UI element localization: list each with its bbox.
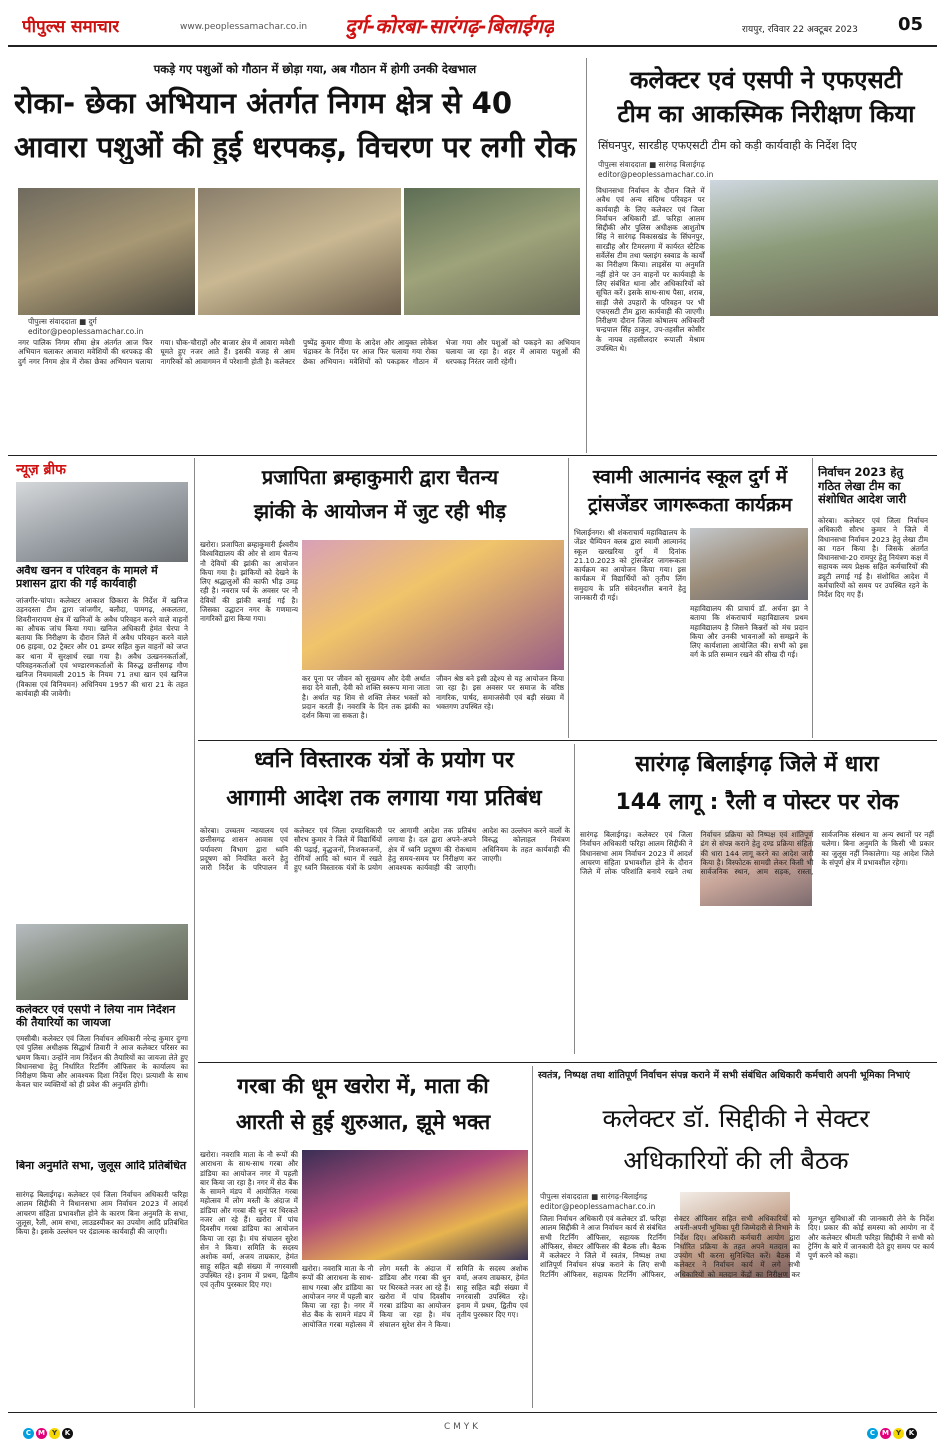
election-team-headline: निर्वाचन 2023 हेतु गठित लेखा टीम का संशोधित आदेश जारी xyxy=(818,466,907,507)
garba-headline-2: आरती से हुई शुरुआत, झूमे भक्त xyxy=(235,1110,491,1134)
sp-subhead: सिंघनपुर, सारडीह एफएसटी टीम को कड़ी कार्यवाही के निर्देश दिए xyxy=(598,139,857,152)
cattle-body: नगर पालिक निगम सीमा क्षेत्र अंतर्गत आज फिर अभियान चलाकर आवारा मवेशियों की धरपकड़ की दुर्ग नगर निगम क्षेत्र में रोका छेका अभियान चलाया गया। चौक-चौराहों और बाजार क्षेत्र में आवारा मवेशी घूमते हुए नजर आते हैं। इसकी वजह से आम नागरिकों को आवागमन में परेशानी होती है। कलेक्टर पुष्पेंद्र कुमार मीणा के आदेश और आयुक्त लोकेश चंद्राकर के निर्देश पर आज फिर चलाया गया रोका छेका अभियान। मवेशियों को पकड़कर गौठान में भेजा गया और पशुओं को पकड़ने का अभियान चलाया जा रहा है। शहर में आवारा पशुओं की धरपकड़ निरंतर जारी रहेगी। xyxy=(18,338,580,366)
sector-headline-1: कलेक्टर डॉ. सिद्दीकी ने सेक्टर xyxy=(602,1104,870,1133)
sector-headline-2: अधिकारियों की ली बैठक xyxy=(623,1146,849,1175)
sector-body: जिला निर्वाचन अधिकारी एवं कलेक्टर डॉ. फरिहा आलम सिद्दीकी ने आज निर्वाचन कार्य से संबंधित सभी रिटर्निंग ऑफिसर, सहायक रिटर्निंग ऑफिसर, सेक्टर ऑफिसर की बैठक ली। बैठक में कलेक्टर ने जिले में स्वतंत्र, निष्पक्ष तथा शांतिपूर्ण निर्वाचन संपन्न कराने के लिए सभी रिटर्निंग ऑफिसर, सहायक रिटर्निंग ऑफिसर, सेक्टर ऑफिसर सहित सभी अधिकारियों को अपनी-अपनी भूमिका पूरी जिम्मेदारी से निभाने के निर्देश दिए। अधिकारी कर्मचारी आयोग द्वारा निर्धारित प्रक्रिया के तहत अपने मतदान का उपयोग भी करना सुनिश्चित करें। बैठक में कलेक्टर ने निर्वाचन कार्य में लगे सभी अधिकारियों को मतदान केंद्रों का निरीक्षण कर मूलभूत सुविधाओं की जानकारी लेने के निर्देश दिए। प्रकार की कोई समस्या को आयोग ना दें और कलेक्टर श्रीमती फरिहा सिद्दीकी ने सभी को ट्रेनिंग के बारे में जानकारी देते हुए समय पर कार्य पूर्ण करने को कहा। xyxy=(540,1214,934,1279)
sp-byline: पीपुल्स संवाददाता ■ सारंगढ़ बिलाईगढ़ xyxy=(598,160,705,169)
transgender-body-2: महाविद्यालय की प्राचार्य डॉ. अर्चना झा ने बताया कि शंकराचार्य महाविद्यालय प्रथम महाविद्यालय है जिसने किन्नरों को मंच प्रदान किया और उनकी भावनाओं को समझने के लिए कार्यशाला आयोजित की। सभी को इस वर्ग के प्रति सम्मान रखने की सीख दी गई। xyxy=(690,604,808,660)
registration-marks-left xyxy=(22,1420,74,1439)
transgender-photo xyxy=(690,528,808,600)
brahma-body-3: जीवन श्रेष्ठ बने इसी उद्देश्य से यह आयोजन किया जा रहा है। इस अवसर पर समाज के वरिष्ठ नागरिक, पार्षद, समाजसेवी एवं बड़ी संख्या में भक्तगण उपस्थित रहे। xyxy=(436,674,564,711)
brief-1-headline: अवैध खनन व परिवहन के मामले में प्रशासन द्वारा की गई कार्यवाही xyxy=(16,565,158,590)
officials-photo xyxy=(16,924,188,1000)
magenta-mark: M xyxy=(36,1428,47,1439)
page-number: 05 xyxy=(898,14,924,35)
black-mark-right: K xyxy=(906,1428,917,1439)
cattle-email[interactable]: editor@peoplessamachar.co.in xyxy=(28,327,144,336)
brahma-body-2: कर पूना पर जीवन को सुखमय और देवी अर्थात सदा देने वाली, देवी को शक्ति स्वरूप माना जाता है। अर्थात यह शिव से शक्ति लेकर भक्तों को प्रदान करती हैं। नवरात्रि के दिन तक झांकी का दर्शन किया जा सकता है। xyxy=(302,674,430,721)
cattle-headline-2: आवारा पशुओं की हुई धरपकड़, विचरण पर लगी रोक xyxy=(14,130,576,164)
brief-2-headline: कलेक्टर एवं एसपी ने लिया नाम निर्देशन की तैयारियों का जायजा xyxy=(16,1004,176,1029)
loudspeaker-headline-2: आगामी आदेश तक लगाया गया प्रतिबंध xyxy=(226,786,542,811)
brief-2-body: एमसीबी। कलेक्टर एवं जिला निर्वाचन अधिकारी नरेन्द्र कुमार दुग्गा एवं पुलिस अधीक्षक सिद्धार्थ तिवारी ने आज कलेक्टर परिसर का भ्रमण किया। उन्होंने नाम निर्देशन की तैयारियों का जायजा लेते हुए विधानसभा हेतु निर्धारित रिटर्निंग ऑफिसर के कार्यालय का निरीक्षण किया और आवश्यक दिशा निर्देश दिए। प्रत्याशी के साथ केवल चार व्यक्तियों को ही प्रवेश की अनुमति होगी। xyxy=(16,1034,188,1090)
col-divider-mid xyxy=(568,458,569,738)
cattle-photo-2 xyxy=(198,188,401,315)
region-title: दुर्ग-कोरबा-सारंगढ़-बिलाईगढ़ xyxy=(345,14,555,38)
news-brief-label: न्यूज़ ब्रीफ xyxy=(16,462,66,478)
paper-name: पीपुल्स समाचार xyxy=(22,17,120,37)
masthead xyxy=(0,0,945,46)
sp-email[interactable]: editor@peoplessamachar.co.in xyxy=(598,170,714,179)
sector-byline: पीपुल्स संवाददाता ■ सारंगढ़-बिलाईगढ़ xyxy=(540,1192,648,1201)
cyan-mark: C xyxy=(23,1428,34,1439)
transgender-headline-1: स्वामी आत्मानंद स्कूल दुर्ग में xyxy=(592,466,788,488)
brief-1-body: जांजगीर-चांपा। कलेक्टर आकाश छिकारा के निर्देश में खनिज उड़नदस्ता टीम द्वारा जांजगीर, बलौदा, पामगढ़, अकलतरा, शिवरीनारायण क्षेत्र में खनिजों के अवैध परिवहन करने वाले वाहनों का औचक जांच किया गया। खनिज अधिकारी हेमंत चेरपा ने बताया कि निरीक्षण के दौरान जिले में अवैध परिवहन करने वाले 06 हाइवा, 02 ट्रैक्टर और 01 डम्पर सहित कुल वाहनों को जप्त कर थाना में सुरक्षार्थ रखा गया है। अवैध उत्खननकर्ताओं, परिवहनकर्ताओं एवं भण्डारणकर्ताओं के विरुद्ध छत्तीसगढ़ गौण खनिज नियमावली 2015 के नियम 71 तथा खान एवं खनिज (विकास एवं विनियमन) अधिनियम 1957 की धारा 21 के तहत कार्यवाही की जावेगी। xyxy=(16,596,188,698)
section-rule-2 xyxy=(198,740,937,741)
election-team-body: कोरबा। कलेक्टर एवं जिला निर्वाचन अधिकारी सौरभ कुमार ने जिले में विधानसभा निर्वाचन 2023 हेतु लेखा टीम का गठन किया है। जिसके अंतर्गत विधानसभा-20 रामपुर हेतु नियंत्रण कक्ष में सहायक व्यय प्रेक्षक सहित कर्मचारियों की ड्यूटी लगाई गई है। संशोधित आदेश में कर्मचारियों को समय पर उपस्थित रहने के निर्देश दिए गए हैं। xyxy=(818,516,928,600)
garba-body: खरोरा। नवरात्रि माता के नौ रूपों की आराधना के साथ-साथ गरबा और डांडिया का आयोजन नगर में पहली बार किया जा रहा है। नगर में सेठ बैंक के सामने मंडप में आयोजित गरबा महोत्सव में लोग मस्ती के अंदाज में डांडिया और गरबा की धुन पर थिरकते नजर आ रहे हैं। खरोरा में पांच दिवसीय गरबा डांडिया का आयोजन किया जा रहा है। मंच संचालन सुरेश सेन ने किया। समिति के सदस्य अशोक वर्मा, अजय ताम्रकार, हेमंत साहू सहित बड़ी संख्या में नगरवासी उपस्थित रहे। इनाम में प्रथम, द्वितीय एवं तृतीय पुरस्कार दिए गए। xyxy=(200,1150,298,1290)
cattle-byline: पीपुल्स संवाददाता ■ दुर्ग xyxy=(28,317,97,326)
brief-3-body: सारंगढ़ बिलाईगढ़। कलेक्टर एवं जिला निर्वाचन अधिकारी फरिहा आलम सिद्दीकी ने विधानसभा आम निर्वाचन 2023 में आदर्श आचरण संहिता प्रभावशील होने के कारण बिना अनुमति के सभा, जुलूस, रैली, आम सभा, लाउडस्पीकर का उपयोग आदि प्रतिबंधित किया है। इसके उल्लंघन पर दंडात्मक कार्यवाही की जाएगी। xyxy=(16,1190,188,1237)
brahma-headline-2: झांकी के आयोजन में जुट रही भीड़ xyxy=(254,500,506,523)
yellow-mark-right: Y xyxy=(893,1428,904,1439)
registration-label: C M Y K xyxy=(444,1422,479,1432)
registration-marks-right xyxy=(866,1420,918,1439)
transgender-headline-2: ट्रांसजेंडर जागरूकता कार्यक्रम xyxy=(588,494,792,516)
loudspeaker-body: कोरबा। उच्चतम न्यायालय एवं छत्तीसगढ़ शासन आवास एवं पर्यावरण विभाग द्वारा ध्वनि प्रदूषण को नियंत्रित करने हेतु जारी निर्देश के परिपालन में कलेक्टर एवं जिला दण्डाधिकारी सौरभ कुमार ने जिले में विद्यार्थियों की पढ़ाई, वृद्धजनों, निःशक्तजनों, रोगियों आदि को ध्यान में रखते हुए ध्वनि विस्तारक यंत्रों के प्रयोग पर आगामी आदेश तक प्रतिबंध लगाया है। दल द्वारा अपने-अपने क्षेत्र में ध्वनि प्रदूषण की रोकथाम हेतु समय-समय पर निरीक्षण कर आवश्यक कार्यवाही की जाएगी। आदेश का उल्लंघन करने वालों के विरुद्ध कोलाहल नियंत्रण अधिनियम के तहत कार्यवाही की जाएगी। xyxy=(200,826,570,873)
transgender-body-1: भिलाईनगर। श्री शंकराचार्य महाविद्यालय के जेंडर चैम्पियन क्लब द्वारा स्वामी आत्मानंद स्कूल खरखरिया दुर्ग में दिनांक 21.10.2023 को ट्रांसजेंडर जागरूकता कार्यक्रम का आयोजन किया गया। इस कार्यक्रम में विद्यार्थियों को तृतीय लिंग समुदाय के प्रति संवेदनशील बनाने हेतु जानकारी दी गई। xyxy=(574,528,686,603)
section144-headline-2: 144 लागू : रैली व पोस्टर पर रोक xyxy=(615,790,899,815)
cyan-mark-right: C xyxy=(867,1428,878,1439)
sector-kicker: स्वतंत्र, निष्पक्ष तथा शांतिपूर्ण निर्वाचन संपन्न कराने में सभी संबंधित अधिकारी कर्मचारी अपनी भूमिका निभाएं xyxy=(538,1070,910,1081)
col-divider-mid-2 xyxy=(574,744,575,1054)
cattle-photo-3 xyxy=(404,188,580,315)
truck-photo xyxy=(16,482,188,562)
masthead-rule xyxy=(8,45,937,47)
cattle-kicker: पकड़े गए पशुओं को गौठान में छोड़ा गया, अब गौठान में होगी उनकी देखभाल xyxy=(153,62,477,76)
garba-headline-1: गरबा की धूम खरोरा में, माता की xyxy=(237,1074,489,1098)
cattle-headline-1: रोका- छेका अभियान अंतर्गत निगम क्षेत्र से 40 xyxy=(14,86,513,120)
black-mark: K xyxy=(62,1428,73,1439)
cattle-photo-1 xyxy=(18,188,195,315)
garba-photo xyxy=(302,1150,528,1260)
col-divider-left xyxy=(194,458,195,1408)
sp-headline-1: कलेक्टर एवं एसपी ने एफएसटी xyxy=(630,66,902,94)
section144-headline-1: सारंगढ़ बिलाईगढ़ जिले में धारा xyxy=(635,752,879,777)
section144-body: सारंगढ़ बिलाईगढ़। कलेक्टर एवं जिला निर्वाचन अधिकारी फरिहा आलम सिद्दीकी ने विधानसभा आम निर्वाचन 2023 में आदर्श आचरण संहिता प्रभावशील होने के दौरान जिले में लोक परिशांति बनाये रखने तथा निर्वाचन प्रक्रिया को निष्पक्ष एवं शांतिपूर्ण ढंग से संपन्न कराने हेतु दण्ड प्रक्रिया संहिता की धारा 144 लागू करने का आदेश जारी किया है। विस्फोटक सामग्री लेकर किसी भी सार्वजनिक स्थान, आम सड़क, रास्ता, सार्वजनिक संस्थान या अन्य स्थानों पर नहीं चलेगा। बिना अनुमति के किसी भी प्रकार का जुलूस नहीं निकालेगा। यह आदेश जिले के संपूर्ण क्षेत्र में प्रभावशील रहेगा। xyxy=(580,830,934,877)
brahma-headline-1: प्रजापिता ब्रम्हाकुमारी द्वारा चैतन्य xyxy=(261,466,499,489)
sp-headline-2: टीम का आकस्मिक निरीक्षण किया xyxy=(617,100,915,128)
yellow-mark: Y xyxy=(49,1428,60,1439)
brief-3-headline: बिना अनुमति सभा, जुलूस आदि प्रतिबंधित xyxy=(16,1160,187,1172)
garba-body-2: खरोरा। नवरात्रि माता के नौ रूपों की आराधना के साथ-साथ गरबा और डांडिया का आयोजन नगर में पहली बार किया जा रहा है। नगर में सेठ बैंक के सामने मंडप में आयोजित गरबा महोत्सव में लोग मस्ती के अंदाज में डांडिया और गरबा की धुन पर थिरकते नजर आ रहे हैं। खरोरा में पांच दिवसीय गरबा डांडिया का आयोजन किया जा रहा है। मंच संचालन सुरेश सेन ने किया। समिति के सदस्य अशोक वर्मा, अजय ताम्रकार, हेमंत साहू सहित बड़ी संख्या में नगरवासी उपस्थित रहे। इनाम में प्रथम, द्वितीय एवं तृतीय पुरस्कार दिए गए। xyxy=(302,1264,528,1329)
dateline: रायपुर, रविवार 22 अक्टूबर 2023 xyxy=(742,25,858,35)
loudspeaker-headline-1: ध्वनि विस्तारक यंत्रों के प्रयोग पर xyxy=(254,748,514,773)
footer-rule xyxy=(8,1412,937,1413)
col-divider-bottom xyxy=(532,1066,533,1408)
brahma-body-1: खरोरा। प्रजापिता ब्रम्हाकुमारी ईश्वरीय विश्वविद्यालय की ओर से शाम चैतन्य नौ देवियों की झांकी का आयोजन किया गया है। झांकियों को देखने के लिए श्रद्धालुओं की काफी भीड़ उमड़ रही है। नवरात्र पर्व के अवसर पर नौ देवियों की झांकी बनाई गई है। जिसका उद्घाटन नगर के गणमान्य नागरिकों द्वारा किया गया। xyxy=(200,540,298,624)
sp-body: विधानसभा निर्वाचन के दौरान जिले में अवैध एवं अन्य संदिग्ध परिवहन पर कार्यवाही के लिए कलेक्टर एवं जिला निर्वाचन अधिकारी डॉ. फरिहा आलम सिद्दीकी और पुलिस अधीक्षक आशुतोष सिंह ने सारंगढ़ विकासखंड के सिंघनपुर, सारडीह और टिमरलगा में कार्यरत स्टैटिक सर्वेलेंस टीम तथा फ्लाइंग स्क्वाड के कार्यों का निरीक्षण किया। लाइसेंस या अनुमति नहीं होने पर उन वाहनों पर कार्यवाही के लिए संबंधित थाना और अधिकारियों को सूचित करें। इसके साथ-साथ पैसा, शराब, साड़ी जैसे उपहारों के परिवहन पर भी एफएसटी टीम द्वारा कार्यवाही की जाएगी। निरीक्षण दौरान जिला कोषालय अधिकारी चन्द्रपाल सिंह ठाकुर, उप-तहसील कोसीर के नायब तहसीलदार रूपाली मेश्राम उपस्थित थे। xyxy=(596,186,705,354)
magenta-mark-right: M xyxy=(880,1428,891,1439)
section-rule-3 xyxy=(198,1062,937,1063)
col-divider-right xyxy=(812,458,813,738)
section-rule-1 xyxy=(8,455,937,456)
website[interactable]: www.peoplessamachar.co.in xyxy=(180,22,308,32)
brahma-photo xyxy=(302,540,564,670)
col-divider-top xyxy=(586,58,587,453)
sector-email[interactable]: editor@peoplessamachar.co.in xyxy=(540,1202,656,1211)
